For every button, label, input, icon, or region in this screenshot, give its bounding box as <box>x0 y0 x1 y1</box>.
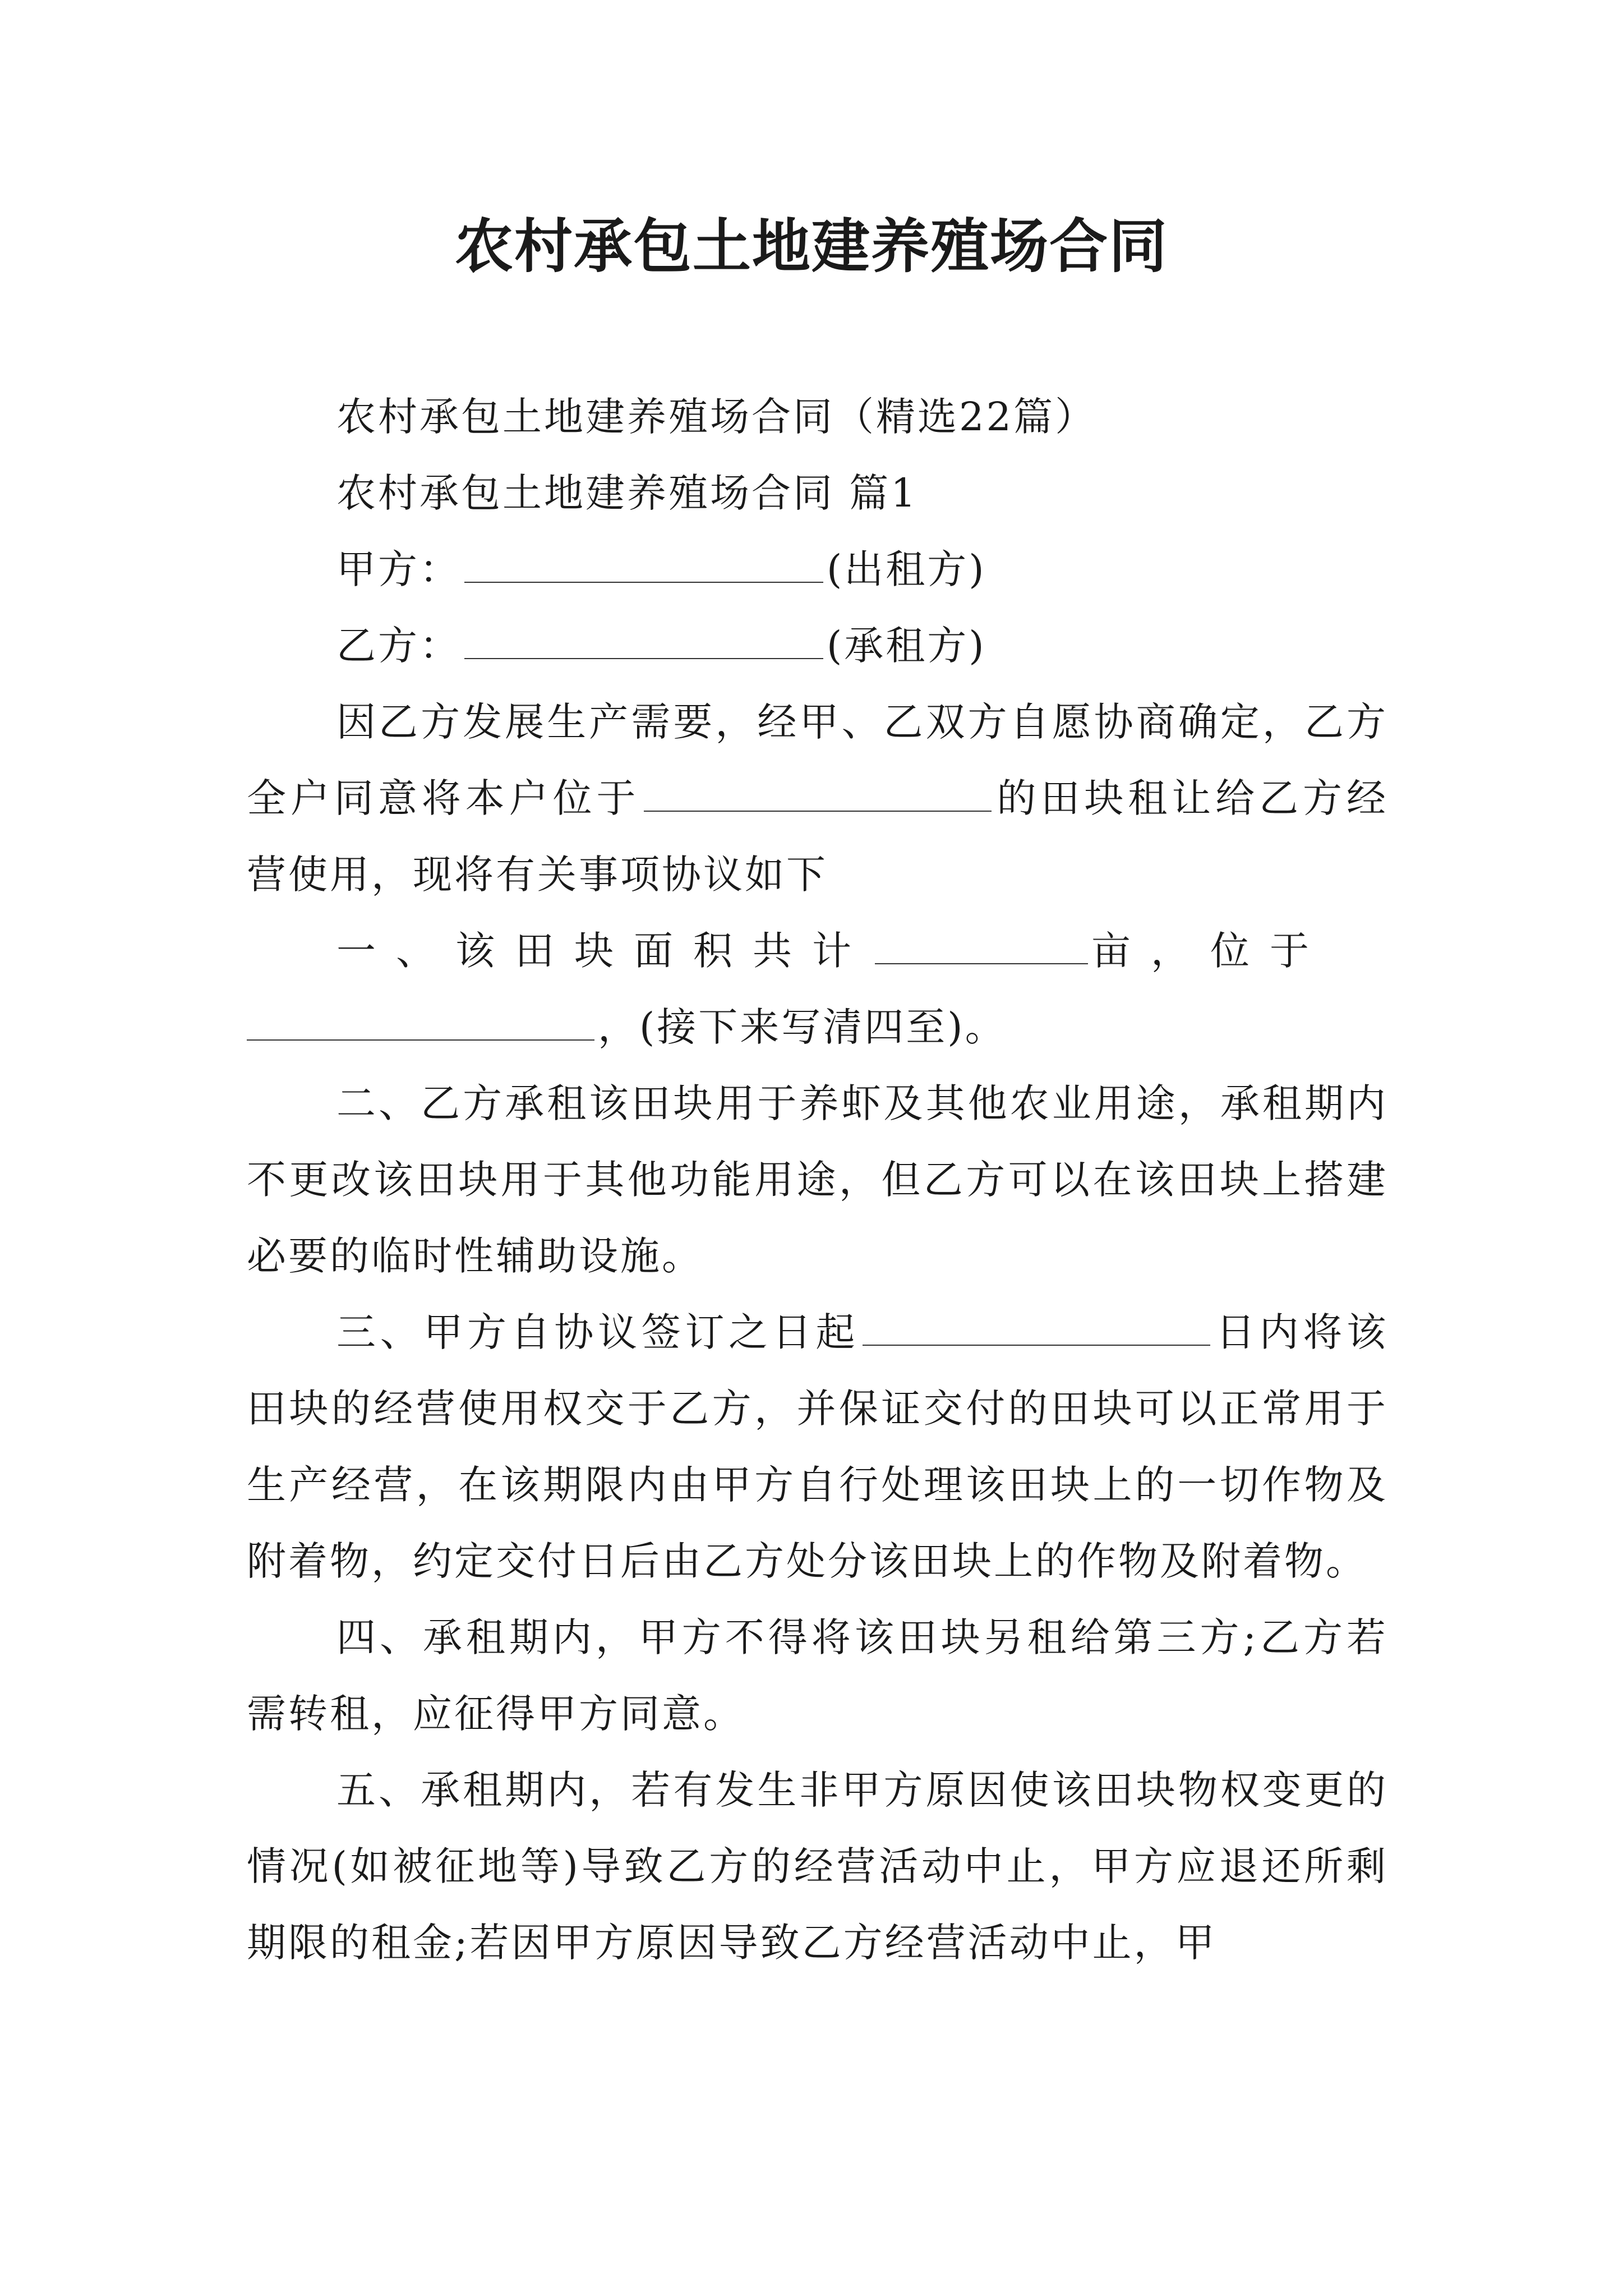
clause-2: 二、乙方承租该田块用于养虾及其他农业用途，承租期内不更改该田块用于其他功能用途，但乙方可以在该田块上搭建必要的临时性辅助设施。 <box>247 1080 1388 1279</box>
party-a-role: (出租方) <box>827 546 986 592</box>
days-blank <box>863 1311 1210 1346</box>
clause-3-text-1: 三、甲方自协议签订之日起 <box>336 1309 860 1355</box>
section-heading: 农村承包土地建养殖场合同 篇1 <box>336 470 918 516</box>
subtitle: 农村承包土地建养殖场合同（精选22篇） <box>336 394 1097 440</box>
document-body <box>247 379 1388 1981</box>
clause-1-text-3: ，(接下来写清四至)。 <box>598 1004 1007 1050</box>
party-b-role: (承租方) <box>827 623 986 669</box>
clause-1 <box>247 913 1388 989</box>
intro-paragraph <box>247 684 1388 913</box>
party-b-label: 乙方： <box>336 623 461 669</box>
clause-3-text-2: 日内将该田块的经营使用权交于乙方，并保证交付的田块可以正常用于生产经营，在该期限内由甲方自行处理该田块上的一切作物及附着物，约定交付日后由乙方处分该田块上的作物及附着物。 <box>247 1309 1388 1584</box>
clause-4: 四、承租期内，甲方不得将该田块另租给第三方;乙方若需转租，应征得甲方同意。 <box>247 1614 1388 1737</box>
location-blank <box>644 777 992 812</box>
party-b-line <box>247 608 1388 684</box>
clause-1-text-1: 一、该田块面积共计 <box>336 928 872 974</box>
clause-1-continued <box>247 989 1388 1065</box>
location-blank-2 <box>247 1006 594 1041</box>
intro-text-2: 的田块租让给乙方经营使用，现将有关事项协议如下 <box>247 775 1388 898</box>
clause-5: 五、承租期内，若有发生非甲方原因使该田块物权变更的情况(如被征地等)导致乙方的经营活动中止，甲方应退还所剩期限的租金;若因甲方原因导致乙方经营活动中止，甲 <box>247 1767 1388 1966</box>
party-a-line <box>247 531 1388 608</box>
area-blank <box>875 930 1088 964</box>
intro-text-1: 因乙方发展生产需要，经甲、乙双方自愿协商确定，乙方全户同意将本户位于 <box>247 699 1388 821</box>
document-title: 农村承包土地建养殖场合同 <box>454 212 1168 280</box>
clause-3 <box>247 1294 1388 1599</box>
party-b-blank <box>464 624 823 659</box>
party-a-blank <box>464 548 823 583</box>
party-a-label: 甲方： <box>336 546 461 592</box>
clause-1-text-2: 亩，位于 <box>1091 928 1329 974</box>
